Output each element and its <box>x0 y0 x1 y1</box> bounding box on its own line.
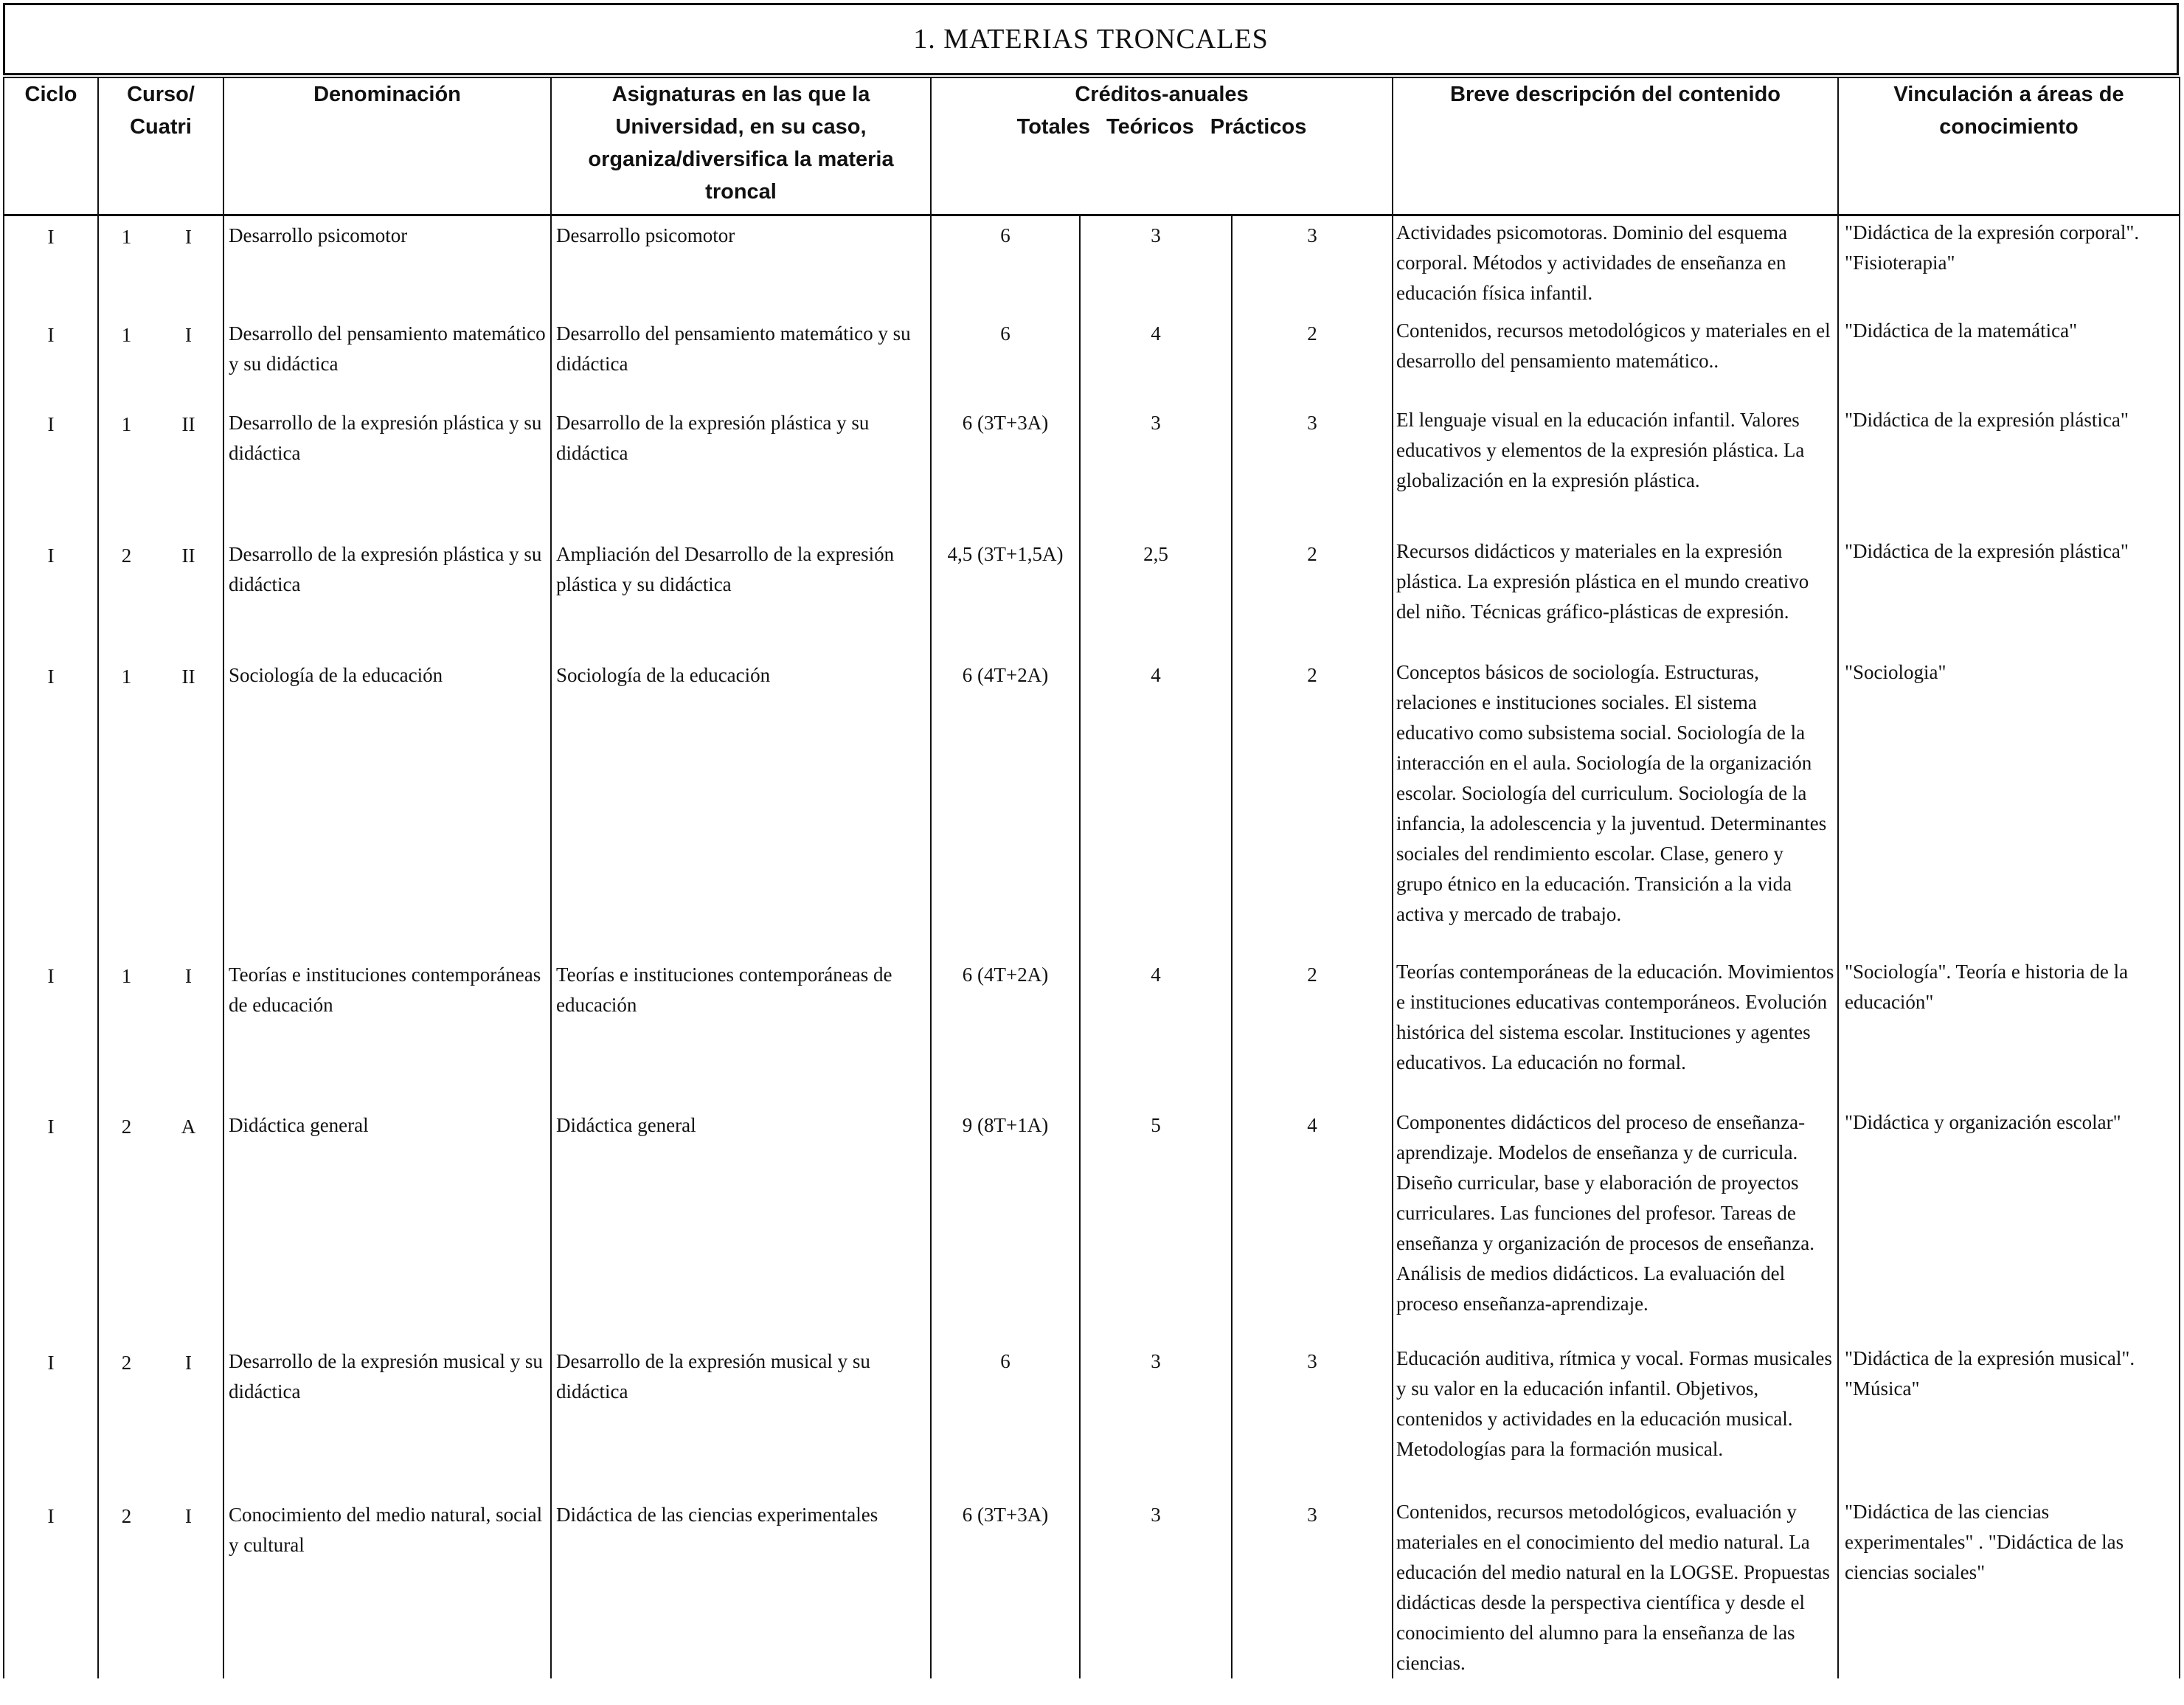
cell-denominacion: Desarrollo psicomotor <box>223 215 551 314</box>
cell-totales: 6 (3T+3A) <box>931 404 1080 535</box>
cell-ciclo: I <box>4 656 98 955</box>
cell-curso: 2 <box>98 1342 154 1495</box>
cell-denominacion: Sociología de la educación <box>223 656 551 955</box>
table-row <box>4 314 2180 404</box>
table-row <box>4 404 2180 535</box>
document-title: 1. MATERIAS TRONCALES <box>3 3 2179 75</box>
header-descripcion: Breve descripción del contenido <box>1393 77 1838 215</box>
header-vinculacion: Vinculación a áreas de conocimiento <box>1838 77 2180 215</box>
cell-practicos: 4 <box>1232 1106 1393 1342</box>
cell-descripcion: Contenidos, recursos metodológicos, evaluación y materiales en el conocimiento del medio natural. La educación del medio natural en la LOGSE. Propuestas didácticas desde la perspectiva científica y desde el conocimiento del alumno para la enseñanza de las ciencias. <box>1393 1495 1838 1678</box>
cell-ciclo: I <box>4 955 98 1106</box>
header-ciclo: Ciclo <box>4 77 98 215</box>
cell-asignatura: Teorías e instituciones contemporáneas de educación <box>551 955 931 1106</box>
header-totales: Totales <box>1016 115 1091 139</box>
cell-vinculacion: "Didáctica de la expresión musical". "Música" <box>1838 1342 2180 1495</box>
document-page <box>3 3 2179 1702</box>
cell-descripcion: Componentes didácticos del proceso de enseñanza-aprendizaje. Modelos de enseñanza y de curricula. Diseño curricular, base y elaboración de proyectos curriculares. Las funciones del profesor. Tareas de enseñanza y organización de procesos de enseñanza. Análisis de medios didácticos. La evaluación del proceso enseñanza-aprendizaje. <box>1393 1106 1838 1342</box>
cell-vinculacion: "Sociologia" <box>1838 656 2180 955</box>
header-teoricos: Teóricos <box>1106 115 1194 139</box>
cell-denominacion: Didáctica general <box>223 1106 551 1342</box>
cell-teoricos: 3 <box>1080 1342 1232 1495</box>
cell-curso: 2 <box>98 1495 154 1678</box>
cell-asignatura: Desarrollo de la expresión plástica y su didáctica <box>551 404 931 535</box>
cell-ciclo: I <box>4 404 98 535</box>
header-curso-cuatri: Curso/ Cuatri <box>98 77 223 215</box>
cell-totales: 6 (4T+2A) <box>931 955 1080 1106</box>
cell-ciclo: I <box>4 215 98 314</box>
cell-descripcion: Actividades psicomotoras. Dominio del esquema corporal. Métodos y actividades de enseñanza en educación física infantil. <box>1393 215 1838 314</box>
cell-asignatura: Desarrollo del pensamiento matemático y su didáctica <box>551 314 931 404</box>
cell-denominacion: Desarrollo de la expresión plástica y su didáctica <box>223 535 551 656</box>
cell-cuatri: I <box>154 1495 223 1678</box>
cell-curso: 1 <box>98 656 154 955</box>
cell-descripcion: Teorías contemporáneas de la educación. Movimientos e instituciones educativas contemporáneos. Evolución histórica del sistema escolar. Instituciones y agentes educativos. La educación no formal. <box>1393 955 1838 1106</box>
cell-asignatura: Desarrollo psicomotor <box>551 215 931 314</box>
cell-curso: 2 <box>98 535 154 656</box>
table-row <box>4 1342 2180 1495</box>
table-row <box>4 955 2180 1106</box>
cell-practicos: 3 <box>1232 1342 1393 1495</box>
cell-vinculacion: "Didáctica de la expresión corporal". "Fisioterapia" <box>1838 215 2180 314</box>
cell-vinculacion: "Didáctica de la matemática" <box>1838 314 2180 404</box>
cell-practicos: 3 <box>1232 215 1393 314</box>
cell-denominacion: Desarrollo de la expresión musical y su didáctica <box>223 1342 551 1495</box>
cell-cuatri: II <box>154 535 223 656</box>
header-asignaturas: Asignaturas en las que la Universidad, en su caso, organiza/diversifica la materia troncal <box>551 77 931 215</box>
cell-practicos: 3 <box>1232 404 1393 535</box>
cell-practicos: 3 <box>1232 1495 1393 1678</box>
cell-practicos: 2 <box>1232 955 1393 1106</box>
cell-vinculacion: "Didáctica de la expresión plástica" <box>1838 404 2180 535</box>
table-header-row <box>4 77 2180 215</box>
cell-asignatura: Didáctica de las ciencias experimentales <box>551 1495 931 1678</box>
cell-descripcion: Recursos didácticos y materiales en la expresión plástica. La expresión plástica en el mundo creativo del niño. Técnicas gráfico-plásticas de expresión. <box>1393 535 1838 656</box>
cell-curso: 1 <box>98 404 154 535</box>
table-row <box>4 535 2180 656</box>
cell-cuatri: I <box>154 215 223 314</box>
cell-teoricos: 4 <box>1080 955 1232 1106</box>
cell-teoricos: 5 <box>1080 1106 1232 1342</box>
cell-teoricos: 2,5 <box>1080 535 1232 656</box>
cell-ciclo: I <box>4 1106 98 1342</box>
cell-teoricos: 3 <box>1080 404 1232 535</box>
cell-ciclo: I <box>4 1342 98 1495</box>
cell-cuatri: II <box>154 656 223 955</box>
cell-asignatura: Desarrollo de la expresión musical y su didáctica <box>551 1342 931 1495</box>
cell-cuatri: II <box>154 404 223 535</box>
cell-denominacion: Conocimiento del medio natural, social y cultural <box>223 1495 551 1678</box>
cell-teoricos: 3 <box>1080 215 1232 314</box>
cell-denominacion: Desarrollo del pensamiento matemático y su didáctica <box>223 314 551 404</box>
cell-descripcion: El lenguaje visual en la educación infantil. Valores educativos y elementos de la expresión plástica. La globalización en la expresión plástica. <box>1393 404 1838 535</box>
cell-curso: 1 <box>98 955 154 1106</box>
cell-totales: 6 <box>931 1342 1080 1495</box>
cell-teoricos: 4 <box>1080 656 1232 955</box>
header-practicos: Prácticos <box>1210 115 1307 139</box>
cell-cuatri: I <box>154 314 223 404</box>
cell-practicos: 2 <box>1232 535 1393 656</box>
table-row <box>4 1495 2180 1678</box>
cell-curso: 1 <box>98 215 154 314</box>
cell-teoricos: 4 <box>1080 314 1232 404</box>
cell-cuatri: I <box>154 955 223 1106</box>
header-creditos-title: Créditos-anuales <box>1075 83 1249 106</box>
cell-asignatura: Didáctica general <box>551 1106 931 1342</box>
materias-table <box>3 77 2180 1678</box>
cell-totales: 6 (3T+3A) <box>931 1495 1080 1678</box>
cell-asignatura: Ampliación del Desarrollo de la expresión plástica y su didáctica <box>551 535 931 656</box>
cell-totales: 4,5 (3T+1,5A) <box>931 535 1080 656</box>
cell-vinculacion: "Didáctica y organización escolar" <box>1838 1106 2180 1342</box>
cell-vinculacion: "Didáctica de las ciencias experimentales" . "Didáctica de las ciencias sociales" <box>1838 1495 2180 1678</box>
cell-asignatura: Sociología de la educación <box>551 656 931 955</box>
cell-curso: 2 <box>98 1106 154 1342</box>
cell-curso: 1 <box>98 314 154 404</box>
cell-totales: 9 (8T+1A) <box>931 1106 1080 1342</box>
cell-ciclo: I <box>4 314 98 404</box>
cell-cuatri: I <box>154 1342 223 1495</box>
cell-denominacion: Teorías e instituciones contemporáneas de educación <box>223 955 551 1106</box>
cell-cuatri: A <box>154 1106 223 1342</box>
cell-teoricos: 3 <box>1080 1495 1232 1678</box>
cell-vinculacion: "Sociología". Teoría e historia de la educación" <box>1838 955 2180 1106</box>
cell-descripcion: Educación auditiva, rítmica y vocal. Formas musicales y su valor en la educación infantil. Objetivos, contenidos y actividades en la educación musical. Metodologías para la formación musical. <box>1393 1342 1838 1495</box>
cell-ciclo: I <box>4 535 98 656</box>
header-denominacion: Denominación <box>223 77 551 215</box>
cell-totales: 6 (4T+2A) <box>931 656 1080 955</box>
cell-practicos: 2 <box>1232 656 1393 955</box>
cell-practicos: 2 <box>1232 314 1393 404</box>
table-row <box>4 1106 2180 1342</box>
cell-totales: 6 <box>931 215 1080 314</box>
table-row <box>4 215 2180 314</box>
cell-ciclo: I <box>4 1495 98 1678</box>
cell-denominacion: Desarrollo de la expresión plástica y su didáctica <box>223 404 551 535</box>
table-row <box>4 656 2180 955</box>
header-creditos <box>931 77 1393 215</box>
cell-descripcion: Contenidos, recursos metodológicos y materiales en el desarrollo del pensamiento matemático.. <box>1393 314 1838 404</box>
cell-descripcion: Conceptos básicos de sociología. Estructuras, relaciones e instituciones sociales. El sistema educativo como subsistema social. Sociología de la interacción en el aula. Sociología de la organización escolar. Sociología del curriculum. Sociología de la infancia, la adolescencia y la juventud. Determinantes sociales del rendimiento escolar. Clase, genero y grupo étnico en la educación. Transición a la vida activa y mercado de trabajo. <box>1393 656 1838 955</box>
cell-totales: 6 <box>931 314 1080 404</box>
cell-vinculacion: "Didáctica de la expresión plástica" <box>1838 535 2180 656</box>
